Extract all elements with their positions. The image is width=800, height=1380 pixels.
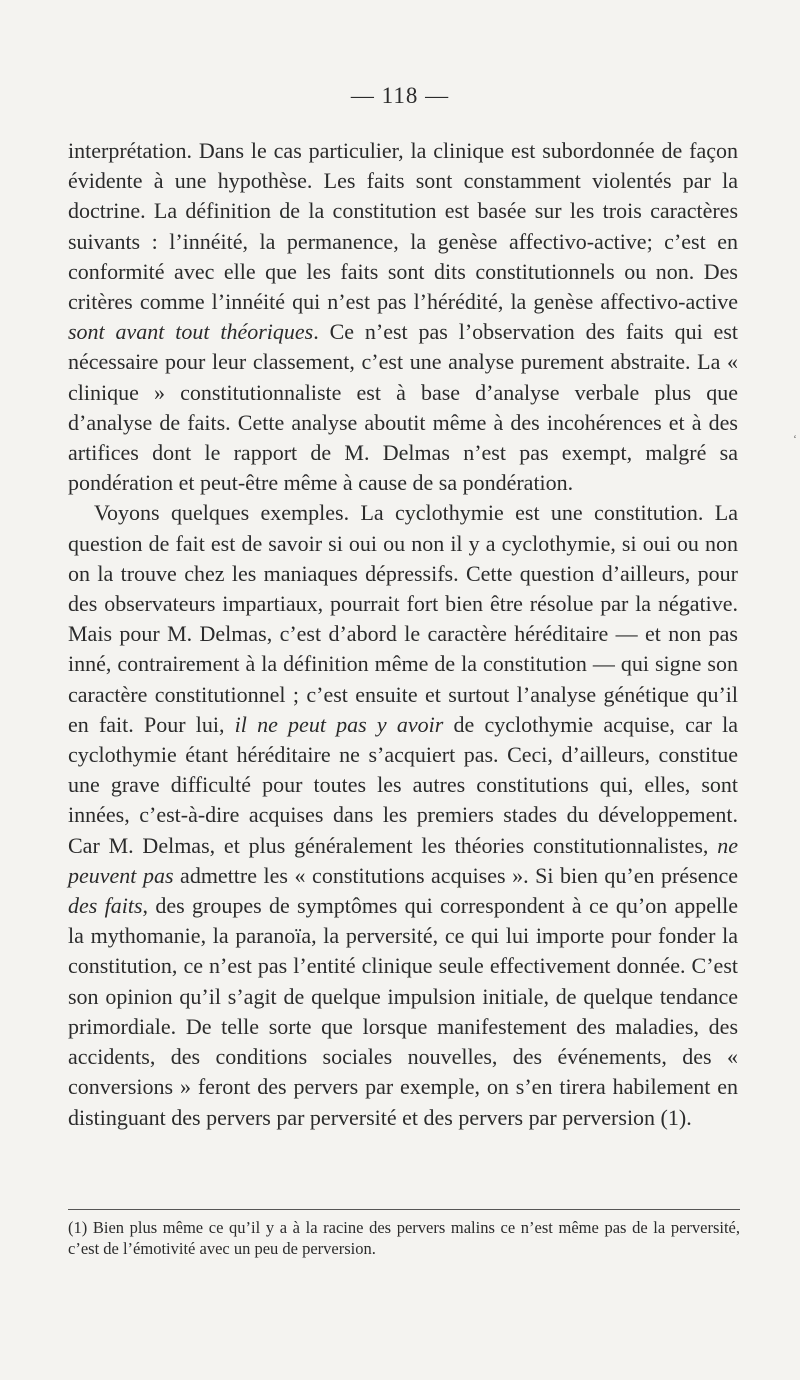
footnote (68, 1217, 740, 1259)
paragraph: Voyons quelques exemples. La cyclothymie est une constitution. La question de fait est de savoir si oui ou non il y a cyclothymie, si oui ou non on la trouve chez les maniaques dépressifs. Cette question d’ailleurs, pour des observateurs impartiaux, pourrait fort bien être résolue par la négative. Mais pour M. Delmas, c’est d’abord le caractère héréditaire — et non pas inné, contrairement à la définition même de la constitution — qui signe son caractère constitutionnel ; c’est ensuite et surtout l’analyse génétique qu’il en fait. Pour lui, il ne peut pas y avoir de cyclothymie acquise, car la cyclothymie étant héréditaire ne s’acquiert pas. Ceci, d’ailleurs, constitue une grave difficulté pour toutes les autres constitutions qui, elles, sont innées, c’est-à-dire acquises dans les premiers stades du développement. Car M. Delmas, et plus généralement les théories constitutionnalistes, ne peuvent pas admettre les « constitutions acquises ». Si bien qu’en présence des faits, des groupes de symptômes qui correspondent à ce qu’on appelle la mythomanie, la paranoïa, la perversité, ce qui lui importe pour fonder la constitution, ce n’est pas l’entité clinique seule effectivement donnée. C’est son opinion qu’il s’agit de quelque impulsion initiale, de quelque tendance primordiale. De telle sorte que lorsque manifestement des maladies, des accidents, des conditions sociales nouvelles, des événements, des « conversions » feront des pervers par exemple, on s’en tirera habilement en distinguant des pervers par perversité et des pervers par perversion (1). (68, 500, 739, 1130)
footnote-text: (1) Bien plus même ce qu’il y a à la racine des pervers malins ce n’est même pas de la perversité, c’est de l’émotivité avec un peu de perversion. (68, 1218, 740, 1258)
paragraph: interprétation. Dans le cas particulier, la clinique est subordonnée de façon évidente à une hypothèse. Les faits sont constamment violentés par la doctrine. La définition de la constitution est basée sur les trois caractères suivants : l’innéité, la permanence, la genèse affectivo-active; c’est en conformité avec elle que les faits sont dits constitutionnels ou non. Des critères comme l’innéité qui n’est pas l’hérédité, la genèse affectivo-active sont avant tout théoriques. Ce n’est pas l’observation des faits qui est nécessaire pour leur classement, c’est une analyse purement abstraite. La « clinique » constitutionnaliste est à base d’analyse verbale plus que d’analyse de faits. Cette analyse aboutit même à des incohérences et à des artifices dont le rapport de M. Delmas n’est pas exempt, malgré sa pondération et peut-être même à cause de sa pondération. (68, 138, 738, 496)
emphasis: il ne peut pas y avoir (234, 711, 444, 737)
page-number: — 118 — (350, 83, 450, 108)
emphasis: des faits (68, 893, 143, 919)
footnote-divider (68, 1209, 740, 1210)
emphasis: sont avant tout théoriques (68, 319, 314, 345)
body-text (68, 136, 738, 1133)
margin-mark: ‘ (793, 432, 797, 446)
emphasis: ne peuvent pas (68, 832, 738, 888)
